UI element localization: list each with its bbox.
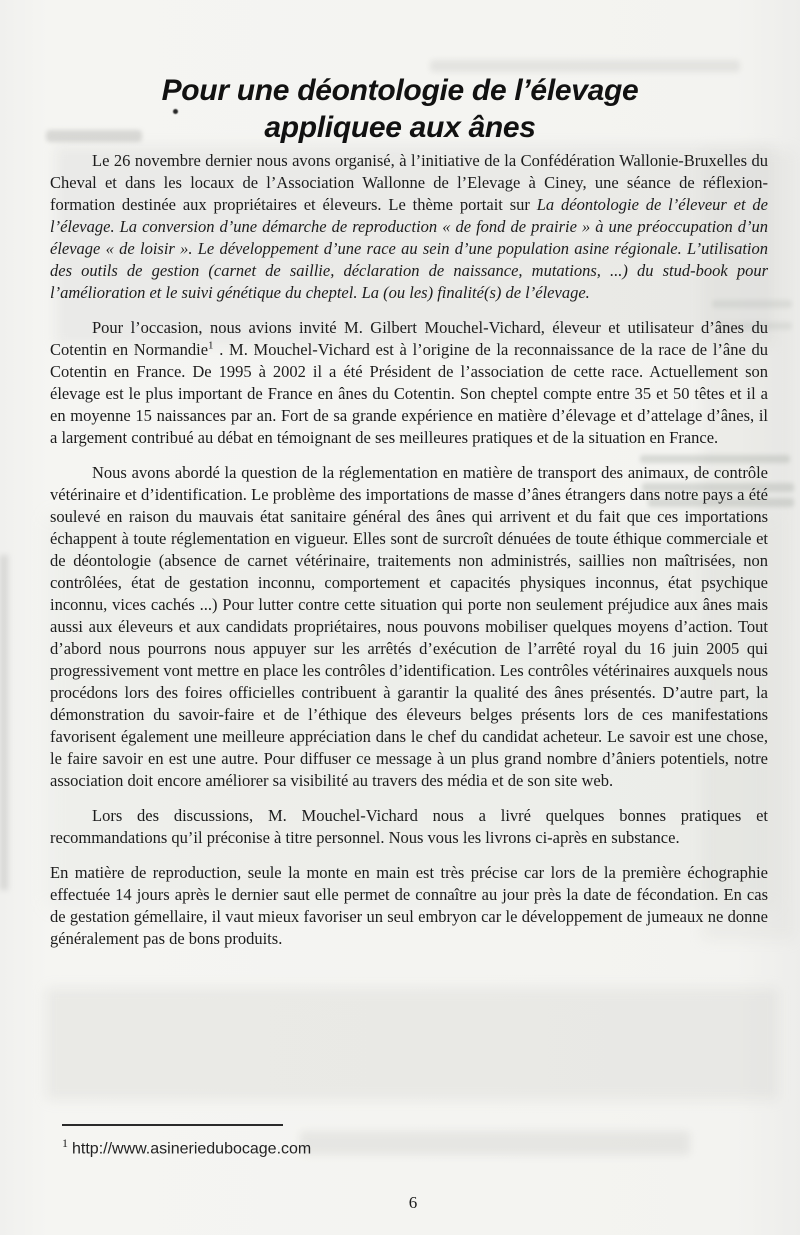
footnote	[62, 1136, 662, 1158]
page-number: 6	[408, 1193, 418, 1212]
scan-artifact-showthrough-block	[46, 988, 778, 1100]
footnote-url: http://www.asineriedubocage.com	[72, 1140, 312, 1158]
article-title-line2: appliquee aux ânes	[264, 111, 536, 144]
footnote-marker: 1	[62, 1136, 68, 1150]
paragraph-intro-theme-italic: La déontologie de l’éleveur et de l’élevage. La conversion d’une démarche de reproduction « de fond de prairie » à une préoccupation d’un élevage « de loisir ». Le développement d’une race au sein d’une population asine régionale. L’utilisation des outils de gestion (carnet de saillie, déclaration de naissance, mutations, ...) du stud-book pour l’amélioration et le suivi génétique du cheptel. La (ou les) finalité(s) de l’élevage.	[50, 195, 768, 302]
paragraph-intro-text: Le 26 novembre dernier nous avons organisé, à l’initiative de la Confédération Wallonie-Bruxelles du Cheval et dans les locaux de l’Association Wallonne de l’Elevage à Ciney, une séance de réflexion-formation destinée aux propriétaires et éleveurs. Le thème portait sur	[50, 151, 768, 214]
paragraph-reproduction-text: En matière de reproduction, seule la monte en main est très précise car lors de la première échographie effectuée 14 jours après le dernier saut elle permet de connaître au jour près la date de fécondation. En cas de gestation gémellaire, il vaut mieux favoriser un seul embryon car le développement de jumeaux ne donne généralement pas de bons produits.	[50, 863, 768, 948]
paragraph-guest	[50, 317, 768, 449]
paragraph-discussions	[50, 805, 768, 849]
paragraph-regulation	[50, 462, 768, 792]
footnote-separator-rule	[62, 1124, 283, 1126]
paragraph-guest-text-continued: . M. Mouchel-Vichard est à l’origine de la reconnaissance de la race de l’âne du Cotentin en France. De 1995 à 2002 il a été Président de l’association de cette race. Actuellement son élevage est le plus important de France en ânes du Cotentin. Son cheptel compte entre 35 et 50 têtes et il a en moyenne 15 naissances par an. Fort de sa grande expérience en matière d’élevage et d’attelage d’ânes, il a largement contribué au débat en témoignant de ses meilleures pratiques et de la situation en France.	[50, 340, 768, 447]
scan-artifact-ghost-text-line	[430, 60, 740, 72]
article-title	[0, 72, 800, 146]
paragraph-guest-text: Pour l’occasion, nous avions invité M. Gilbert Mouchel-Vichard, éleveur et utilisateur d’ânes du Cotentin en Normandie	[50, 318, 768, 359]
paragraph-discussions-text: Lors des discussions, M. Mouchel-Vichard nous a livré quelques bonnes pratiques et recommandations qu’il préconise à titre personnel. Nous vous les livrons ci-après en substance.	[50, 806, 768, 847]
scan-artifact-edge-shadow	[0, 555, 8, 890]
article-title-line1: Pour une déontologie de l’élevage	[161, 74, 639, 107]
paragraph-reproduction	[50, 862, 768, 950]
footnote-reference-marker: 1	[208, 339, 214, 352]
article-body	[50, 150, 768, 963]
paragraph-regulation-text: Nous avons abordé la question de la réglementation en matière de transport des animaux, de contrôle vétérinaire et d’identification. Le problème des importations de masse d’ânes étrangers dans notre pays a été soulevé en raison du mauvais état sanitaire général des ânes qui arrivent et du fait que ces importations échappent à toute réglementation en vigueur. Elles sont de surcroît dénuées de toute éthique commerciale et de déontologie (absence de carnet vétérinaire, traitements non administrés, saillies non maîtrisées, non contrôlées, état de gestation inconnu, comportement et capacités physiques inconnus, état psychique inconnu, vices cachés ...) Pour lutter contre cette situation qui porte non seulement préjudice aux ânes mais aussi aux éleveurs et aux candidats propriétaires, nous pouvons mobiliser quelques moyens d’action. Tout d’abord nous pourrons nous appuyer sur les arrêtés d’exécution de l’arrêté royal du 16 juin 2005 qui progressivement vont mettre en place les contrôles d’identification. Les contrôles vétérinaires auxquels nous procédons lors des foires officielles contribuent à garantir la qualité des ânes présentés. D’autre part, la démonstration du savoir-faire et de l’éthique des éleveurs belges présents lors de ces manifestations favorisent également une meilleure appréciation dans le chef du candidat acheteur. Le savoir est une chose, le faire savoir en est une autre. Pour diffuser ce message à un plus grand nombre d’âniers potentiels, notre association doit encore améliorer sa visibilité au travers des média et de son site web.	[50, 463, 768, 790]
paragraph-intro	[50, 150, 768, 304]
